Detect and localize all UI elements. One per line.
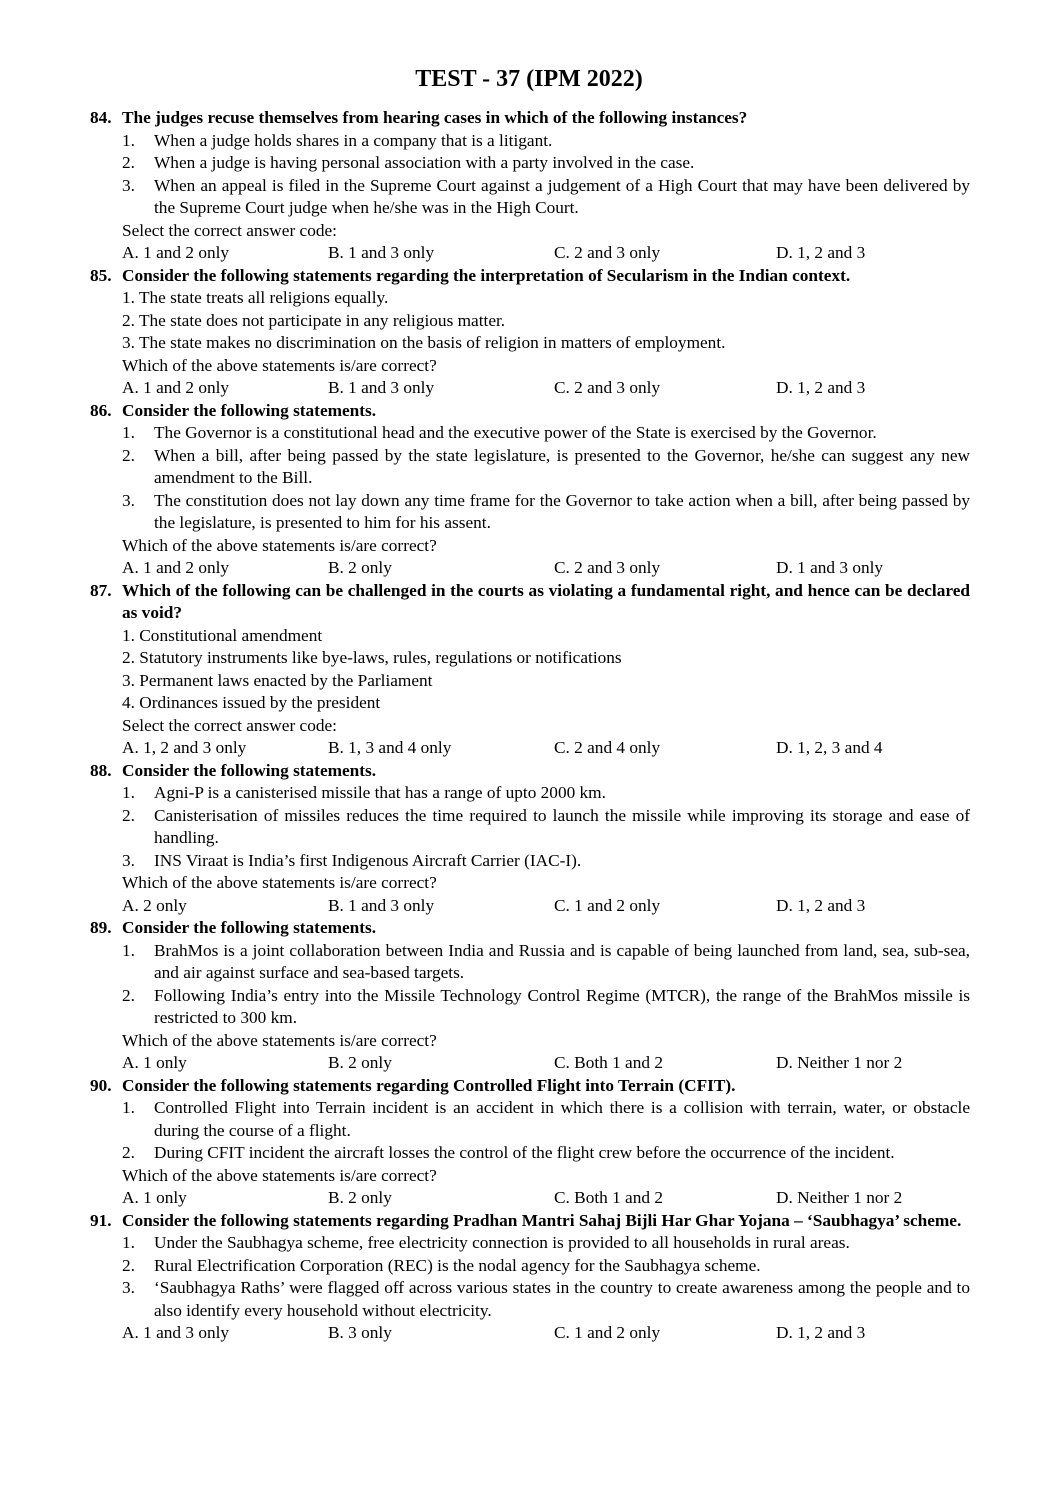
answer-option: D. 1, 2, 3 and 4: [776, 738, 883, 757]
question-block: [90, 107, 970, 265]
question-text: Consider the following statements regarding Pradhan Mantri Sahaj Bijli Har Ghar Yojana – ‘Saubhagya’ scheme.: [122, 1210, 962, 1230]
statement-text: When a judge holds shares in a company that is a litigant.: [154, 130, 553, 150]
answer-option: D. 1, 2 and 3: [776, 895, 866, 915]
answer-option: C. 1 and 2 only: [554, 895, 661, 915]
statement-number: 3.: [122, 490, 135, 510]
statement-number: 2.: [122, 1143, 135, 1162]
statement-item: [122, 1277, 970, 1322]
answer-option: C. Both 1 and 2: [554, 1188, 663, 1207]
answer-options: [122, 1322, 970, 1345]
question-heading: [90, 1210, 970, 1233]
question-number: 91.: [90, 1210, 112, 1230]
statement-item: [122, 175, 970, 220]
question-heading: [90, 265, 970, 288]
answer-option: D. 1, 2 and 3: [776, 243, 866, 262]
answer-options: [122, 377, 970, 400]
answer-option: A. 1, 2 and 3 only: [122, 738, 247, 757]
question-text: The judges recuse themselves from hearing cases in which of the following instances?: [122, 108, 748, 127]
answer-options: [122, 737, 970, 760]
question-number: 88.: [90, 760, 112, 780]
answer-option: C. 2 and 3 only: [554, 243, 661, 262]
statement-item: 1. The state treats all religions equally.: [122, 288, 389, 307]
question-number: 90.: [90, 1075, 112, 1095]
question-text: Consider the following statements.: [122, 918, 377, 937]
question-heading: [90, 400, 970, 423]
answer-option: D. 1, 2 and 3: [776, 378, 866, 397]
statement-text: INS Viraat is India’s first Indigenous Aircraft Carrier (IAC-I).: [154, 850, 582, 870]
statement-item: [122, 1097, 970, 1142]
answer-options: [122, 1187, 970, 1210]
answer-option: C. 2 and 3 only: [554, 558, 661, 577]
answer-option: C. 1 and 2 only: [554, 1323, 661, 1342]
statement-number: 1.: [122, 1098, 135, 1117]
statement-number: 2.: [122, 153, 135, 172]
answer-options: [122, 895, 970, 918]
question-block: [90, 917, 970, 1075]
answer-option: B. 1 and 3 only: [328, 378, 435, 397]
statement-number: 3.: [122, 1278, 135, 1297]
statement-text: Controlled Flight into Terrain incident is an accident in which there is a collision with terrain, water, or obstacle during the course of a flight.: [154, 1098, 970, 1140]
answer-option: A. 1 only: [122, 1188, 187, 1207]
statement-item: 2. Statutory instruments like bye-laws, rules, regulations or notifications: [122, 648, 622, 667]
answer-prompt: Select the correct answer code:: [122, 220, 337, 240]
question-text: Consider the following statements.: [122, 400, 377, 420]
question-text: Consider the following statements.: [122, 760, 377, 780]
question-block: [90, 400, 970, 580]
statement-item: [122, 130, 970, 153]
statement-item: 2. The state does not participate in any religious matter.: [122, 310, 506, 330]
question-number: 89.: [90, 918, 112, 937]
statement-item: [122, 152, 970, 175]
answer-options: [122, 557, 970, 580]
statement-text: When a judge is having personal association with a party involved in the case.: [154, 153, 695, 172]
answer-option: B. 2 only: [328, 1053, 392, 1072]
statement-number: 1.: [122, 130, 135, 150]
question-block: [90, 580, 970, 760]
statement-number: 2.: [122, 805, 135, 825]
answer-prompt: Select the correct answer code:: [122, 715, 337, 735]
statement-number: 3.: [122, 175, 135, 195]
question-heading: [90, 107, 970, 130]
answer-option: B. 2 only: [328, 1188, 392, 1207]
statement-item: 4. Ordinances issued by the president: [122, 693, 381, 712]
answer-option: C. 2 and 3 only: [554, 378, 661, 397]
statement-number: 1.: [122, 1233, 135, 1252]
statement-number: 1.: [122, 940, 135, 960]
statement-number: 1.: [122, 783, 135, 802]
answer-option: A. 1 and 2 only: [122, 558, 230, 577]
statement-list: [122, 1232, 970, 1322]
statement-number: 2.: [122, 985, 135, 1005]
statement-list: [122, 287, 970, 355]
statement-text: During CFIT incident the aircraft losses the control of the flight crew before the occurrence of the incident.: [154, 1143, 895, 1162]
statement-number: 2.: [122, 1255, 135, 1275]
statement-item: 1. Constitutional amendment: [122, 625, 323, 645]
answer-option: C. 2 and 4 only: [554, 738, 661, 757]
statement-text: Agni-P is a canisterised missile that has a range of upto 2000 km.: [154, 783, 606, 802]
question-heading: [90, 580, 970, 625]
statement-text: The Governor is a constitutional head and the executive power of the State is exercised by the Governor.: [154, 423, 877, 442]
answer-prompt: Which of the above statements is/are correct?: [122, 873, 437, 892]
statement-text: Canisterisation of missiles reduces the time required to launch the missile while improving its storage and ease of handling.: [154, 805, 970, 847]
answer-option: D. 1, 2 and 3: [776, 1323, 866, 1342]
statement-list: [122, 625, 970, 715]
answer-option: B. 1, 3 and 4 only: [328, 738, 452, 757]
statement-item: [122, 1142, 970, 1165]
statement-list: [122, 782, 970, 872]
statement-item: [122, 940, 970, 985]
question-block: [90, 760, 970, 918]
statement-item: [122, 445, 970, 490]
question-heading: [90, 917, 970, 940]
statement-text: When a bill, after being passed by the state legislature, is presented to the Governor, he/she can suggest any new amendment to the Bill.: [154, 445, 970, 487]
statement-text: When an appeal is filed in the Supreme Court against a judgement of a High Court that may have been delivered by the Supreme Court judge when he/she was in the High Court.: [154, 175, 970, 217]
answer-option: B. 2 only: [328, 558, 392, 577]
question-block: [90, 1210, 970, 1345]
answer-prompt: Which of the above statements is/are correct?: [122, 1165, 437, 1185]
question-list: [90, 107, 970, 1345]
statement-text: Rural Electrification Corporation (REC) is the nodal agency for the Saubhagya scheme.: [154, 1255, 761, 1275]
answer-options: [122, 1052, 970, 1075]
statement-item: [122, 850, 970, 873]
answer-option: A. 1 only: [122, 1053, 187, 1072]
question-number: 86.: [90, 400, 112, 420]
statement-text: Following India’s entry into the Missile Technology Control Regime (MTCR), the range of the BrahMos missile is restricted to 300 km.: [154, 985, 970, 1027]
statement-list: [122, 940, 970, 1030]
statement-number: 1.: [122, 423, 135, 442]
statement-text: The constitution does not lay down any time frame for the Governor to take action when a bill, after being passed by the legislature, is presented to him for his assent.: [154, 490, 970, 532]
statement-list: [122, 130, 970, 220]
answer-option: C. Both 1 and 2: [554, 1053, 663, 1072]
question-block: [90, 265, 970, 400]
statement-item: [122, 805, 970, 850]
answer-prompt: Which of the above statements is/are correct?: [122, 355, 437, 375]
statement-text: ‘Saubhagya Raths’ were flagged off across various states in the country to create awareness among the people and to also identify every household without electricity.: [154, 1278, 970, 1320]
answer-option: D. 1 and 3 only: [776, 558, 884, 577]
answer-option: B. 1 and 3 only: [328, 895, 435, 915]
statement-item: 3. The state makes no discrimination on the basis of religion in matters of employment.: [122, 333, 726, 352]
question-number: 84.: [90, 108, 112, 127]
statement-item: 3. Permanent laws enacted by the Parliament: [122, 670, 433, 690]
statement-item: [122, 422, 970, 445]
answer-option: D. Neither 1 nor 2: [776, 1053, 903, 1072]
statement-item: [122, 1232, 970, 1255]
statement-text: BrahMos is a joint collaboration between India and Russia and is capable of being launched from land, sea, sub-sea, and air against surface and sea-based targets.: [154, 940, 970, 982]
answer-option: A. 2 only: [122, 895, 187, 915]
statement-item: [122, 782, 970, 805]
question-text: Consider the following statements regarding Controlled Flight into Terrain (CFIT).: [122, 1075, 736, 1095]
page-title: TEST - 37 (IPM 2022): [415, 66, 643, 92]
answer-prompt: Which of the above statements is/are correct?: [122, 535, 437, 555]
statement-list: [122, 1097, 970, 1165]
statement-list: [122, 422, 970, 535]
statement-text: Under the Saubhagya scheme, free electricity connection is provided to all households in rural areas.: [154, 1233, 850, 1252]
answer-option: D. Neither 1 nor 2: [776, 1188, 903, 1207]
answer-option: B. 1 and 3 only: [328, 243, 435, 262]
statement-item: [122, 1255, 970, 1278]
statement-item: [122, 490, 970, 535]
statement-number: 2.: [122, 445, 135, 465]
question-number: 85.: [90, 265, 112, 285]
answer-option: A. 1 and 3 only: [122, 1323, 230, 1342]
answer-option: B. 3 only: [328, 1323, 392, 1342]
answer-option: A. 1 and 2 only: [122, 243, 230, 262]
question-heading: [90, 760, 970, 783]
statement-number: 3.: [122, 850, 135, 870]
answer-prompt: Which of the above statements is/are correct?: [122, 1030, 437, 1050]
question-text: Consider the following statements regarding the interpretation of Secularism in the Indian context.: [122, 265, 851, 285]
question-text: Which of the following can be challenged in the courts as violating a fundamental right, and hence can be declared as void?: [122, 580, 970, 622]
answer-options: [122, 242, 970, 265]
statement-item: [122, 985, 970, 1030]
answer-option: A. 1 and 2 only: [122, 378, 230, 397]
question-heading: [90, 1075, 970, 1098]
question-number: 87.: [90, 580, 112, 600]
question-block: [90, 1075, 970, 1210]
